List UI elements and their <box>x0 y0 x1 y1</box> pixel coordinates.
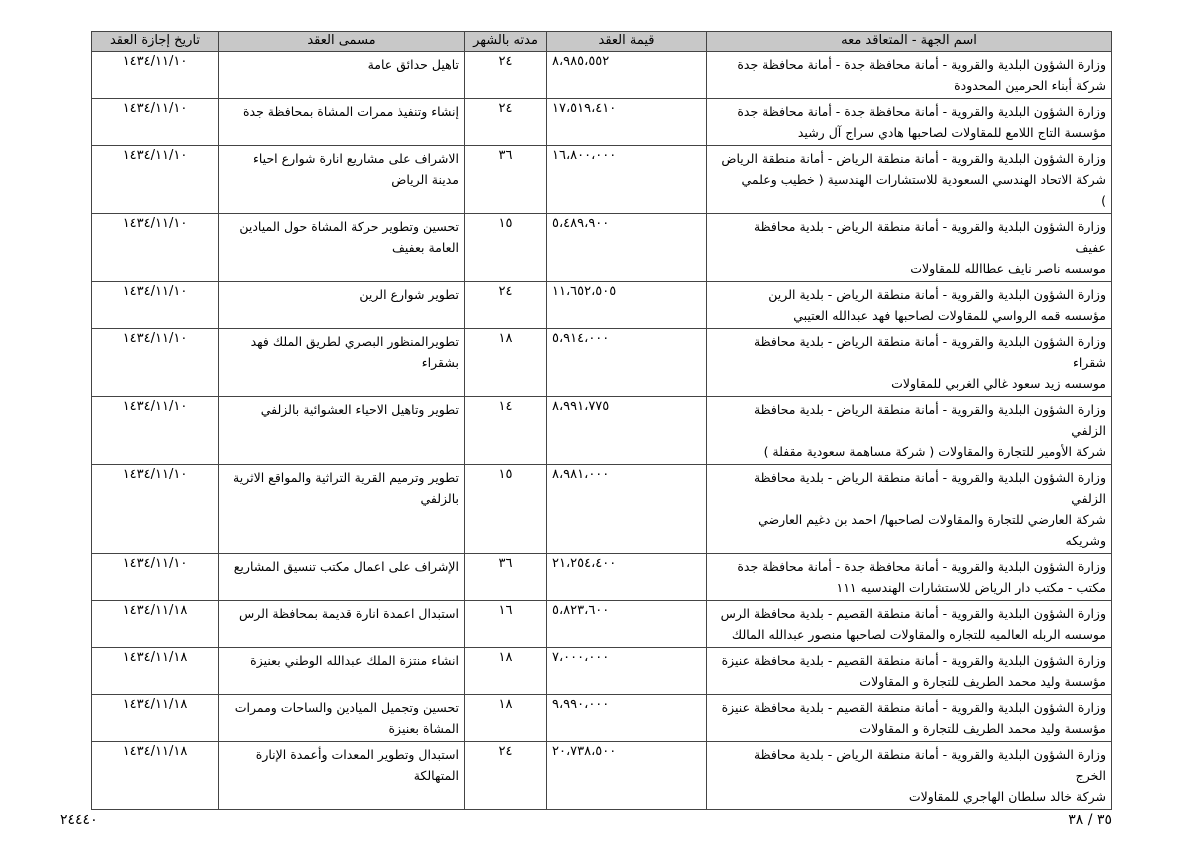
cell-date: ١٤٣٤/١١/١٠ <box>92 397 219 465</box>
table-row <box>92 214 1112 282</box>
entity-line: وزارة الشؤون البلدية والقروية - أمانة محافظة جدة - أمانة محافظة جدة <box>737 559 1106 574</box>
cell-entity <box>707 146 1112 214</box>
cell-date: ١٤٣٤/١١/١٠ <box>92 329 219 397</box>
cell-months: ٢٤ <box>465 282 547 329</box>
table-row <box>92 648 1112 695</box>
header-months: مدته بالشهر <box>465 32 547 52</box>
cell-months: ٢٤ <box>465 99 547 146</box>
cell-entity <box>707 99 1112 146</box>
cell-value: ٨،٩٨١،٠٠٠ <box>547 465 707 554</box>
entity-line: شركة الاتحاد الهندسي السعودية للاستشارات الهندسية ( خطيب وعلمي <box>741 172 1106 187</box>
cell-value: ٥،٩١٤،٠٠٠ <box>547 329 707 397</box>
header-date: تاريخ إجازة العقد <box>92 32 219 52</box>
cell-date: ١٤٣٤/١١/١٠ <box>92 99 219 146</box>
cell-months: ١٨ <box>465 329 547 397</box>
entity-line: ) <box>1101 193 1106 208</box>
table-row <box>92 601 1112 648</box>
entity-line: الزلفي <box>1071 423 1106 438</box>
cell-name: استبدال وتطوير المعدات وأعمدة الإنارة المتهالكة <box>219 742 465 810</box>
cell-value: ٥،٤٨٩،٩٠٠ <box>547 214 707 282</box>
table-row <box>92 52 1112 99</box>
cell-months: ١٥ <box>465 465 547 554</box>
cell-months: ٣٦ <box>465 146 547 214</box>
cell-entity <box>707 52 1112 99</box>
cell-date: ١٤٣٤/١١/١٠ <box>92 465 219 554</box>
cell-value: ٨،٩٨٥،٥٥٢ <box>547 52 707 99</box>
entity-line: وزارة الشؤون البلدية والقروية - أمانة منطقة القصيم - بلدية محافظة الرس <box>720 606 1106 621</box>
entity-line: مؤسسه قمه الرواسي للمقاولات لصاحبها فهد عبدالله العتيبي <box>793 308 1106 323</box>
entity-line: وشريكه <box>1065 533 1106 548</box>
entity-line: موسسه ناصر نايف عطاالله للمقاولات <box>910 261 1106 276</box>
entity-line: شركة أبناء الحرمين المحدودة <box>954 78 1106 93</box>
cell-value: ٥،٨٢٣،٦٠٠ <box>547 601 707 648</box>
cell-value: ١٧،٥١٩،٤١٠ <box>547 99 707 146</box>
table-header-row <box>92 32 1112 52</box>
entity-line: وزارة الشؤون البلدية والقروية - أمانة منطقة الرياض - بلدية الرين <box>768 287 1106 302</box>
table-row <box>92 554 1112 601</box>
cell-entity <box>707 214 1112 282</box>
page-number: ٣٥ / ٣٨ <box>1068 812 1112 828</box>
cell-entity <box>707 465 1112 554</box>
cell-date: ١٤٣٤/١١/١٠ <box>92 554 219 601</box>
cell-months: ٢٤ <box>465 52 547 99</box>
cell-name: تاهيل حدائق عامة <box>219 52 465 99</box>
entity-line: وزارة الشؤون البلدية والقروية - أمانة منطقة الرياض - بلدية محافظة <box>753 402 1106 417</box>
entity-line: وزارة الشؤون البلدية والقروية - أمانة منطقة الرياض - بلدية محافظة <box>753 470 1106 485</box>
entity-line: وزارة الشؤون البلدية والقروية - أمانة منطقة الرياض - بلدية محافظة <box>753 334 1106 349</box>
cell-date: ١٤٣٤/١١/١٨ <box>92 601 219 648</box>
cell-value: ١٦،٨٠٠،٠٠٠ <box>547 146 707 214</box>
entity-line: شركة الأومير للتجارة والمقاولات ( شركة مساهمة سعودية مقفلة ) <box>763 444 1106 459</box>
cell-date: ١٤٣٤/١١/١٠ <box>92 146 219 214</box>
cell-value: ٩،٩٩٠،٠٠٠ <box>547 695 707 742</box>
entity-line: وزارة الشؤون البلدية والقروية - أمانة منطقة الرياض - بلدية محافظة <box>753 219 1106 234</box>
cell-months: ١٦ <box>465 601 547 648</box>
cell-name: تطويرالمنظور البصري لطريق الملك فهد بشقراء <box>219 329 465 397</box>
entity-line: وزارة الشؤون البلدية والقروية - أمانة منطقة الرياض - أمانة منطقة الرياض <box>721 151 1106 166</box>
table-row <box>92 99 1112 146</box>
cell-name: تحسين وتجميل الميادين والساحات وممرات المشاة بعنيزة <box>219 695 465 742</box>
table-row <box>92 397 1112 465</box>
cell-entity <box>707 282 1112 329</box>
cell-months: ١٤ <box>465 397 547 465</box>
entity-line: شركة العارضي للتجارة والمقاولات لصاحبها/ احمد بن دغيم العارضي <box>758 512 1106 527</box>
document-number: ٢٤٤٤٠ <box>60 812 98 828</box>
table-row <box>92 146 1112 214</box>
cell-date: ١٤٣٤/١١/١٨ <box>92 648 219 695</box>
entity-line: مكتب - مكتب دار الرياض للاستشارات الهندسيه ١١١ <box>836 580 1106 595</box>
entity-line: وزارة الشؤون البلدية والقروية - أمانة منطقة الرياض - بلدية محافظة <box>753 747 1106 762</box>
cell-value: ١١،٦٥٢،٥٠٥ <box>547 282 707 329</box>
table-row <box>92 329 1112 397</box>
cell-name: تطوير وتاهيل الاحياء العشوائية بالزلفي <box>219 397 465 465</box>
cell-months: ٣٦ <box>465 554 547 601</box>
cell-entity <box>707 648 1112 695</box>
table-row <box>92 465 1112 554</box>
entity-line: شركة خالد سلطان الهاجري للمقاولات <box>908 789 1106 804</box>
table-row <box>92 742 1112 810</box>
table-body <box>92 52 1112 810</box>
cell-name: إنشاء وتنفيذ ممرات المشاة بمحافظة جدة <box>219 99 465 146</box>
cell-name: استبدال اعمدة انارة قديمة بمحافظة الرس <box>219 601 465 648</box>
cell-name: الاشراف على مشاريع انارة شوارع احياء مدينة الرياض <box>219 146 465 214</box>
table-row <box>92 695 1112 742</box>
entity-line: مؤسسة التاج اللامع للمقاولات لصاحبها هادي سراج آل رشيد <box>797 125 1106 140</box>
cell-entity <box>707 329 1112 397</box>
entity-line: الخرج <box>1075 768 1106 783</box>
cell-name: الإشراف على اعمال مكتب تنسيق المشاريع <box>219 554 465 601</box>
header-name: مسمى العقد <box>219 32 465 52</box>
cell-name: انشاء منتزة الملك عبدالله الوطني بعنيزة <box>219 648 465 695</box>
cell-months: ٢٤ <box>465 742 547 810</box>
table-row <box>92 282 1112 329</box>
cell-date: ١٤٣٤/١١/١٠ <box>92 214 219 282</box>
cell-value: ٢٠،٧٣٨،٥٠٠ <box>547 742 707 810</box>
cell-months: ١٨ <box>465 695 547 742</box>
entity-line: عفيف <box>1075 240 1106 255</box>
entity-line: شقراء <box>1072 355 1106 370</box>
entity-line: موسسه زيد سعود غالي الغربي للمقاولات <box>891 376 1106 391</box>
contracts-table <box>91 31 1112 810</box>
cell-name: تطوير شوارع الرين <box>219 282 465 329</box>
entity-line: مؤسسة وليد محمد الطريف للتجارة و المقاولات <box>859 674 1106 689</box>
entity-line: موسسه الربله العالميه للتجاره والمقاولات لصاحبها منصور عبدالله المالك <box>731 627 1106 642</box>
entity-line: وزارة الشؤون البلدية والقروية - أمانة محافظة جدة - أمانة محافظة جدة <box>737 104 1106 119</box>
cell-value: ٨،٩٩١،٧٧٥ <box>547 397 707 465</box>
entity-line: وزارة الشؤون البلدية والقروية - أمانة محافظة جدة - أمانة محافظة جدة <box>737 57 1106 72</box>
entity-line: وزارة الشؤون البلدية والقروية - أمانة منطقة القصيم - بلدية محافظة عنيزة <box>721 653 1106 668</box>
entity-line: وزارة الشؤون البلدية والقروية - أمانة منطقة القصيم - بلدية محافظة عنيزة <box>721 700 1106 715</box>
cell-entity <box>707 742 1112 810</box>
cell-entity <box>707 601 1112 648</box>
entity-line: مؤسسة وليد محمد الطريف للتجارة و المقاولات <box>859 721 1106 736</box>
header-value: قيمة العقد <box>547 32 707 52</box>
header-entity: اسم الجهة - المتعاقد معه <box>707 32 1112 52</box>
cell-date: ١٤٣٤/١١/١٨ <box>92 695 219 742</box>
cell-name: تطوير وترميم القرية التراثية والمواقع الاثرية بالزلفي <box>219 465 465 554</box>
cell-entity <box>707 397 1112 465</box>
cell-value: ٢١،٢٥٤،٤٠٠ <box>547 554 707 601</box>
cell-entity <box>707 695 1112 742</box>
cell-months: ١٥ <box>465 214 547 282</box>
entity-line: الزلفي <box>1071 491 1106 506</box>
cell-months: ١٨ <box>465 648 547 695</box>
cell-date: ١٤٣٤/١١/١٠ <box>92 282 219 329</box>
cell-name: تحسين وتطوير حركة المشاة حول الميادين العامة بعفيف <box>219 214 465 282</box>
cell-entity <box>707 554 1112 601</box>
cell-date: ١٤٣٤/١١/١٨ <box>92 742 219 810</box>
cell-date: ١٤٣٤/١١/١٠ <box>92 52 219 99</box>
cell-value: ٧،٠٠٠،٠٠٠ <box>547 648 707 695</box>
